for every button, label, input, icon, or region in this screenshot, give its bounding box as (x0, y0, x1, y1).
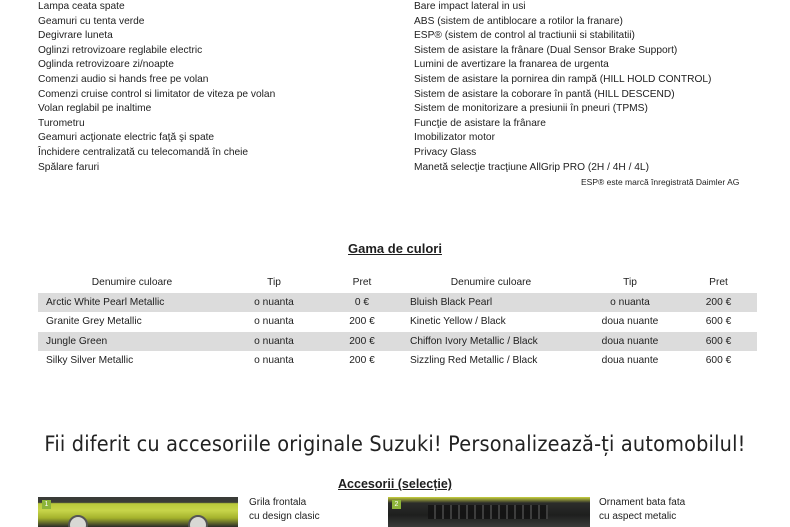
list-item: Închidere centralizată cu telecomandă în cheie (38, 146, 249, 158)
table-row (38, 312, 757, 332)
table-row (38, 332, 757, 352)
item-number-badge: 1 (42, 500, 51, 509)
standard-equipment-left-list (38, 0, 275, 175)
caption-line: cu design clasic (249, 511, 320, 522)
list-item: Comenzi cruise control si limitator de viteza pe volan (38, 88, 276, 100)
list-item: Comenzi audio si hands free pe volan (38, 73, 209, 85)
list-item: Sistem de monitorizare a presiunii în pneuri (TPMS) (414, 103, 648, 115)
color-type: o nuanta (226, 293, 322, 313)
list-item: Degivrare luneta (38, 30, 113, 42)
color-type: o nuanta (226, 332, 322, 352)
color-type: o nuanta (254, 355, 294, 367)
list-item: Turometru (38, 117, 85, 129)
esp-trademark-footnote: ESP® este marcă înregistrată Daimler AG (581, 177, 740, 187)
grille-shape (428, 505, 548, 519)
list-item: Sistem de asistare la pornirea din rampă (HILL HOLD CONTROL) (414, 73, 712, 85)
standard-equipment-right-list (414, 0, 711, 175)
header-price: Pret (709, 277, 728, 289)
caption-line: cu aspect metalic (599, 511, 677, 522)
color-type: doua nuante (601, 316, 659, 328)
headlamp-shape (68, 515, 88, 527)
caption-line: Grila frontala (249, 497, 307, 508)
color-name: Granite Grey Metallic (46, 316, 142, 328)
color-price: 200 € (349, 355, 375, 367)
color-name: Bluish Black Pearl (402, 293, 580, 313)
list-item: Funcţie de asistare la frânare (414, 117, 546, 129)
list-item: Lampa ceata spate (38, 1, 125, 12)
accessory-caption (599, 496, 685, 524)
list-item: Oglinzi retrovizoare reglabile electric (38, 44, 203, 56)
header-color-name: Denumire culoare (91, 277, 173, 289)
list-item: Privacy Glass (414, 146, 477, 158)
color-price: 0 € (322, 293, 402, 313)
table-row (38, 293, 757, 313)
color-price: 600 € (705, 355, 732, 367)
color-range-table (38, 273, 757, 371)
colors-section-title: Gama de culori (348, 241, 442, 256)
item-number-badge: 2 (392, 500, 401, 509)
color-type: o nuanta (580, 293, 680, 313)
list-item: Volan reglabil pe inaltime (38, 103, 152, 115)
header-color-name: Denumire culoare (450, 277, 532, 289)
color-price: 200 € (349, 316, 375, 328)
color-type: o nuanta (254, 316, 294, 328)
table-header-row (38, 273, 757, 293)
color-price: 200 € (680, 293, 757, 313)
list-item: Sistem de asistare la coborare în pantă (HILL DESCEND) (414, 88, 675, 100)
headlamp-shape (188, 515, 208, 527)
color-name: Silky Silver Metallic (46, 355, 134, 367)
color-price: 600 € (680, 332, 757, 352)
front-grille-photo (38, 497, 238, 527)
color-price: 200 € (322, 332, 402, 352)
list-item: ABS (sistem de antiblocare a rotilor la franare) (414, 15, 623, 27)
list-item: Spălare faruri (38, 161, 100, 173)
list-item: Imobilizator motor (414, 132, 495, 144)
list-item: Geamuri cu tenta verde (38, 15, 145, 27)
header-type: Tip (267, 277, 281, 289)
color-type: doua nuante (580, 332, 680, 352)
color-name: Jungle Green (38, 332, 226, 352)
list-item: Sistem de asistare la frânare (Dual Sensor Brake Support) (414, 44, 678, 56)
list-item: Lumini de avertizare la franarea de urgenta (414, 59, 609, 71)
caption-line: Ornament bata fata (599, 497, 686, 508)
color-name: Sizzling Red Metallic / Black (410, 355, 538, 367)
list-item: Bare impact lateral in usi (414, 1, 526, 12)
color-name: Kinetic Yellow / Black (410, 316, 506, 328)
color-name: Arctic White Pearl Metallic (38, 293, 226, 313)
accessories-slogan: Fii diferit cu accesoriile originale Suzuki! Personalizează-ți automobilul! (44, 432, 746, 456)
header-type: Tip (623, 277, 637, 289)
accessories-section-title: Accesorii (selecție) (338, 477, 452, 491)
color-type: doua nuante (601, 355, 659, 367)
list-item: Geamuri acţionate electric faţă şi spate (38, 132, 215, 144)
accessory-caption (249, 496, 320, 524)
header-price: Pret (352, 277, 372, 289)
color-price: 600 € (705, 316, 732, 328)
list-item: Manetă selecţie tracţiune AllGrip PRO (2H / 4H / 4L) (414, 161, 649, 173)
color-name: Chiffon Ivory Metallic / Black (402, 332, 580, 352)
list-item: ESP® (sistem de control al tractiunii si stabilitatii) (414, 30, 635, 42)
front-bumper-trim-photo (388, 497, 590, 527)
table-row (38, 351, 757, 371)
list-item: Oglinda retrovizoare zi/noapte (38, 59, 174, 71)
